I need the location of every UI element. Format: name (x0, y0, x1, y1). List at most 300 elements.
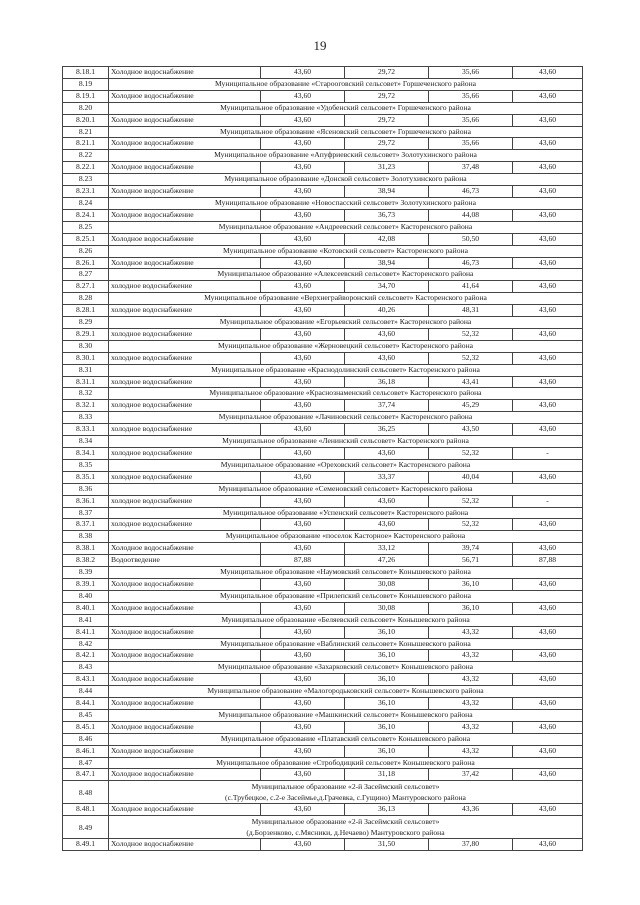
tariff-value: 43,60 (513, 698, 583, 710)
tariff-value: 43,60 (261, 471, 345, 483)
tariff-value: 43,60 (261, 543, 345, 555)
tariff-value: 43,60 (261, 67, 345, 79)
tariff-value: 43,60 (261, 674, 345, 686)
tariff-value: 43,60 (513, 424, 583, 436)
municipality-header-row (63, 816, 583, 839)
tariff-value: 31,23 (345, 162, 429, 174)
municipality-title-line: Муниципальное образование «Старооговский сельсовет» Горшеченского района (214, 78, 477, 88)
municipality-title-line: Муниципальное образование «Наумовский сельсовет» Конышевского района (220, 567, 471, 577)
municipality-title (109, 245, 583, 257)
municipality-title-line: Муниципальное образование «поселок Касторное» Касторенского района (225, 531, 466, 541)
tariff-value: 43,50 (429, 424, 513, 436)
tariff-value: 43,32 (429, 650, 513, 662)
municipality-title-line: Муниципальное образование «Егорьевский сельсовет» Касторенского района (219, 317, 472, 327)
municipality-header-row (63, 340, 583, 352)
tariff-value: 43,60 (261, 114, 345, 126)
row-code: 8.34 (63, 436, 109, 448)
row-code: 8.21 (63, 126, 109, 138)
tariff-value: 43,60 (261, 400, 345, 412)
municipality-header-row (63, 709, 583, 721)
service-name: Холодное водоснабжение (109, 543, 261, 555)
municipality-header-row (63, 150, 583, 162)
municipality-title (109, 816, 583, 839)
tariff-value: 43,60 (261, 769, 345, 781)
service-row (63, 495, 583, 507)
municipality-title-line: Муниципальное образование «Жерновецкий сельсовет» Касторенского района (217, 340, 474, 350)
municipality-title-line: Муниципальное образование «Машкинский сельсовет» Конышевского района (218, 709, 473, 719)
tariff-value: 56,71 (429, 555, 513, 567)
tariff-value: 35,66 (429, 114, 513, 126)
row-code: 8.19 (63, 78, 109, 90)
municipality-title (109, 317, 583, 329)
tariff-value: 41,64 (429, 281, 513, 293)
municipality-header-row (63, 317, 583, 329)
service-name: холодное водоснабжение (109, 424, 261, 436)
municipality-header-row (63, 126, 583, 138)
row-code: 8.32 (63, 388, 109, 400)
tariff-value: 43,60 (345, 448, 429, 460)
municipality-title (109, 781, 583, 804)
service-name: холодное водоснабжение (109, 519, 261, 531)
tariff-value: 43,60 (345, 328, 429, 340)
service-row (63, 328, 583, 340)
tariff-value: 37,48 (429, 162, 513, 174)
row-code: 8.19.1 (63, 90, 109, 102)
municipality-title (109, 126, 583, 138)
row-code: 8.37.1 (63, 519, 109, 531)
service-row (63, 233, 583, 245)
tariff-value: 33,37 (345, 471, 429, 483)
service-row (63, 138, 583, 150)
municipality-header-row (63, 590, 583, 602)
service-row (63, 745, 583, 757)
tariff-value: 43,60 (261, 804, 345, 816)
tariff-value: 43,60 (261, 602, 345, 614)
tariff-value: 52,32 (429, 495, 513, 507)
row-code: 8.42.1 (63, 650, 109, 662)
row-code: 8.26.1 (63, 257, 109, 269)
row-code: 8.28.1 (63, 305, 109, 317)
tariff-value: 43,60 (261, 519, 345, 531)
tariff-value: 43,41 (429, 376, 513, 388)
row-code: 8.26 (63, 245, 109, 257)
service-row (63, 400, 583, 412)
municipality-title-line: Муниципальное образование «Захарковский сельсовет» Конышевского района (217, 662, 474, 672)
tariff-value: 43,60 (513, 602, 583, 614)
municipality-header-row (63, 364, 583, 376)
row-code: 8.47 (63, 757, 109, 769)
municipality-title (109, 531, 583, 543)
municipality-header-row (63, 459, 583, 471)
tariff-table-body (63, 67, 583, 851)
service-row (63, 769, 583, 781)
municipality-header-row (63, 686, 583, 698)
municipality-title (109, 221, 583, 233)
tariff-value: 43,60 (513, 305, 583, 317)
row-code: 8.30 (63, 340, 109, 352)
tariff-value: 45,29 (429, 400, 513, 412)
row-code: 8.25 (63, 221, 109, 233)
tariff-value: 36,10 (345, 626, 429, 638)
service-row (63, 555, 583, 567)
row-code: 8.49 (63, 816, 109, 839)
row-code: 8.29 (63, 317, 109, 329)
row-code: 8.38.2 (63, 555, 109, 567)
municipality-title-line: Муниципальное образование «Лачиновский сельсовет» Касторенского района (218, 412, 473, 422)
tariff-value: 87,88 (513, 555, 583, 567)
municipality-title (109, 662, 583, 674)
row-code: 8.45.1 (63, 721, 109, 733)
tariff-value: 36,10 (345, 674, 429, 686)
tariff-value: 37,42 (429, 769, 513, 781)
tariff-value: - (513, 448, 583, 460)
municipality-title-line: Муниципальное образование «2-й Засеймский сельсовет» (251, 782, 440, 792)
row-code: 8.46 (63, 733, 109, 745)
service-row (63, 67, 583, 79)
municipality-title (109, 483, 583, 495)
tariff-value: 43,60 (513, 543, 583, 555)
service-name: Холодное водоснабжение (109, 90, 261, 102)
tariff-value: 36,10 (345, 721, 429, 733)
service-name: Холодное водоснабжение (109, 698, 261, 710)
tariff-value: 35,66 (429, 138, 513, 150)
tariff-value: 36,10 (345, 650, 429, 662)
municipality-title (109, 614, 583, 626)
row-code: 8.34.1 (63, 448, 109, 460)
tariff-value: 43,60 (513, 650, 583, 662)
municipality-title-line: Муниципальное образование «Ленинский сельсовет» Касторенского района (222, 436, 469, 446)
municipality-title-line: Муниципальное образование «Алексеевский сельсовет» Касторенского района (217, 269, 474, 279)
service-name: Водоотведение (109, 555, 261, 567)
row-code: 8.20 (63, 102, 109, 114)
municipality-header-row (63, 197, 583, 209)
municipality-title (109, 197, 583, 209)
row-code: 8.30.1 (63, 352, 109, 364)
tariff-value: 36,10 (345, 698, 429, 710)
tariff-value: 39,74 (429, 543, 513, 555)
municipality-title (109, 78, 583, 90)
municipality-title-line: Муниципальное образование «Андреевский сельсовет» Касторенского района (218, 221, 473, 231)
row-code: 8.48.1 (63, 804, 109, 816)
service-row (63, 376, 583, 388)
row-code: 8.29.1 (63, 328, 109, 340)
municipality-title (109, 757, 583, 769)
municipality-title (109, 364, 583, 376)
tariff-value: 38,94 (345, 257, 429, 269)
service-name: холодное водоснабжение (109, 448, 261, 460)
row-code: 8.39 (63, 567, 109, 579)
row-code: 8.49.1 (63, 839, 109, 851)
row-code: 8.25.1 (63, 233, 109, 245)
tariff-value: 29,72 (345, 114, 429, 126)
service-name: Холодное водоснабжение (109, 626, 261, 638)
municipality-header-row (63, 638, 583, 650)
tariff-value: 43,60 (513, 721, 583, 733)
tariff-value: 29,72 (345, 138, 429, 150)
tariff-value: 48,31 (429, 305, 513, 317)
tariff-value: 43,60 (513, 471, 583, 483)
tariff-value: 43,60 (513, 674, 583, 686)
municipality-title-line: Муниципальное образование «Платавский сельсовет» Конышевского района (220, 733, 471, 743)
service-name: Холодное водоснабжение (109, 745, 261, 757)
row-code: 8.24.1 (63, 209, 109, 221)
municipality-title (109, 102, 583, 114)
municipality-title (109, 436, 583, 448)
tariff-value: 43,60 (261, 424, 345, 436)
row-code: 8.21.1 (63, 138, 109, 150)
service-name: холодное водоснабжение (109, 471, 261, 483)
service-name: Холодное водоснабжение (109, 839, 261, 851)
municipality-title (109, 150, 583, 162)
tariff-value: 46,73 (429, 186, 513, 198)
row-code: 8.45 (63, 709, 109, 721)
service-row (63, 162, 583, 174)
service-row (63, 674, 583, 686)
service-row (63, 471, 583, 483)
tariff-value: 43,32 (429, 721, 513, 733)
municipality-title-line: Муниципальное образование «Малогородьковский сельсовет» Конышевского района (207, 686, 484, 696)
row-code: 8.23.1 (63, 186, 109, 198)
row-code: 8.24 (63, 197, 109, 209)
municipality-title-line: Муниципальное образование «Апуфриевский сельсовет» Золотухинского района (214, 150, 477, 160)
municipality-title (109, 412, 583, 424)
municipality-title (109, 638, 583, 650)
tariff-table-container (62, 66, 582, 851)
service-name: Холодное водоснабжение (109, 674, 261, 686)
service-name: Холодное водоснабжение (109, 67, 261, 79)
tariff-value: - (513, 495, 583, 507)
municipality-header-row (63, 221, 583, 233)
row-code: 8.48 (63, 781, 109, 804)
municipality-header-row (63, 614, 583, 626)
row-code: 8.36.1 (63, 495, 109, 507)
tariff-value: 43,60 (513, 162, 583, 174)
municipality-title-line: Муниципальное образование «Ясеновский сельсовет» Горшеченского района (220, 126, 471, 136)
tariff-value: 43,60 (513, 519, 583, 531)
service-name: Холодное водоснабжение (109, 769, 261, 781)
tariff-value: 43,60 (261, 745, 345, 757)
row-code: 8.43 (63, 662, 109, 674)
service-name: холодное водоснабжение (109, 376, 261, 388)
tariff-value: 33,12 (345, 543, 429, 555)
service-name: Холодное водоснабжение (109, 650, 261, 662)
service-name: Холодное водоснабжение (109, 186, 261, 198)
municipality-title (109, 340, 583, 352)
municipality-header-row (63, 662, 583, 674)
service-name: Холодное водоснабжение (109, 233, 261, 245)
service-name: Холодное водоснабжение (109, 578, 261, 590)
row-code: 8.41 (63, 614, 109, 626)
tariff-value: 36,10 (429, 578, 513, 590)
row-code: 8.38 (63, 531, 109, 543)
tariff-value: 36,25 (345, 424, 429, 436)
service-row (63, 424, 583, 436)
tariff-value: 52,32 (429, 352, 513, 364)
tariff-value: 52,32 (429, 448, 513, 460)
row-code: 8.38.1 (63, 543, 109, 555)
row-code: 8.44.1 (63, 698, 109, 710)
tariff-value: 43,60 (513, 209, 583, 221)
tariff-value: 43,60 (513, 352, 583, 364)
service-row (63, 721, 583, 733)
service-name: Холодное водоснабжение (109, 209, 261, 221)
municipality-header-row (63, 269, 583, 281)
tariff-value: 43,60 (513, 114, 583, 126)
municipality-header-row (63, 245, 583, 257)
tariff-value: 43,60 (513, 769, 583, 781)
tariff-value: 43,60 (261, 448, 345, 460)
tariff-value: 43,60 (261, 376, 345, 388)
tariff-value: 47,26 (345, 555, 429, 567)
row-code: 8.22.1 (63, 162, 109, 174)
row-code: 8.35 (63, 459, 109, 471)
tariff-value: 43,36 (429, 804, 513, 816)
service-name: Холодное водоснабжение (109, 721, 261, 733)
row-code: 8.37 (63, 507, 109, 519)
tariff-value: 43,60 (261, 257, 345, 269)
tariff-value: 43,60 (513, 328, 583, 340)
row-code: 8.33.1 (63, 424, 109, 436)
tariff-value: 40,04 (429, 471, 513, 483)
service-row (63, 804, 583, 816)
row-code: 8.42 (63, 638, 109, 650)
tariff-value: 43,60 (513, 376, 583, 388)
municipality-header-row (63, 174, 583, 186)
tariff-value: 44,08 (429, 209, 513, 221)
municipality-header-row (63, 531, 583, 543)
tariff-value: 43,60 (261, 281, 345, 293)
tariff-value: 43,60 (513, 839, 583, 851)
tariff-value: 46,73 (429, 257, 513, 269)
municipality-title-line: Муниципальное образование «Донской сельсовет» Золотухинского района (224, 174, 467, 184)
municipality-header-row (63, 388, 583, 400)
row-code: 8.41.1 (63, 626, 109, 638)
tariff-value: 34,70 (345, 281, 429, 293)
municipality-title (109, 507, 583, 519)
service-row (63, 209, 583, 221)
tariff-value: 43,32 (429, 674, 513, 686)
service-name: Холодное водоснабжение (109, 257, 261, 269)
municipality-title (109, 293, 583, 305)
tariff-value: 43,32 (429, 698, 513, 710)
service-name: Холодное водоснабжение (109, 162, 261, 174)
municipality-title-line: Муниципальное образование «Прилепский сельсовет» Конышевского района (219, 590, 471, 600)
tariff-value: 36,13 (345, 804, 429, 816)
municipality-header-row (63, 733, 583, 745)
service-row (63, 519, 583, 531)
municipality-title-line: (с.Трубецкое, с.2-е Засеймье,д.Грачевка, с.Гущино) Мантуровского района (225, 793, 466, 803)
tariff-value: 43,60 (513, 281, 583, 293)
service-name: Холодное водоснабжение (109, 114, 261, 126)
service-row (63, 578, 583, 590)
tariff-value: 43,60 (261, 186, 345, 198)
tariff-value: 29,72 (345, 67, 429, 79)
tariff-value: 43,60 (261, 721, 345, 733)
tariff-value: 43,32 (429, 626, 513, 638)
municipality-title (109, 686, 583, 698)
row-code: 8.40.1 (63, 602, 109, 614)
row-code: 8.33 (63, 412, 109, 424)
service-row (63, 305, 583, 317)
row-code: 8.46.1 (63, 745, 109, 757)
tariff-value: 52,32 (429, 519, 513, 531)
tariff-value: 43,60 (513, 804, 583, 816)
service-name: холодное водоснабжение (109, 495, 261, 507)
municipality-header-row (63, 102, 583, 114)
tariff-value: 36,73 (345, 209, 429, 221)
row-code: 8.32.1 (63, 400, 109, 412)
tariff-value: 38,94 (345, 186, 429, 198)
service-name: холодное водоснабжение (109, 305, 261, 317)
service-name: холодное водоснабжение (109, 400, 261, 412)
municipality-title-line: Муниципальное образование «Новоспасский сельсовет» Золотухинского района (215, 197, 476, 207)
row-code: 8.44 (63, 686, 109, 698)
tariff-value: 30,08 (345, 602, 429, 614)
tariff-value: 31,50 (345, 839, 429, 851)
municipality-title-line: Муниципальное образование «Ваблинский сельсовет» Конышевского района (220, 638, 471, 648)
service-row (63, 839, 583, 851)
row-code: 8.31.1 (63, 376, 109, 388)
tariff-value: 43,60 (261, 698, 345, 710)
page-number: 19 (313, 38, 327, 53)
tariff-value: 43,60 (261, 578, 345, 590)
tariff-value: 50,50 (429, 233, 513, 245)
municipality-header-row (63, 781, 583, 804)
service-row (63, 352, 583, 364)
service-row (63, 543, 583, 555)
tariff-value: 43,60 (345, 519, 429, 531)
municipality-title-line: Муниципальное образование «Верхнеграйворонский сельсовет» Касторенского района (204, 293, 487, 303)
service-name: холодное водоснабжение (109, 281, 261, 293)
row-code: 8.36 (63, 483, 109, 495)
tariff-value: 40,26 (345, 305, 429, 317)
tariff-value: 43,60 (345, 352, 429, 364)
tariff-value: 36,10 (345, 745, 429, 757)
row-code: 8.23 (63, 174, 109, 186)
municipality-header-row (63, 507, 583, 519)
tariff-value: 43,60 (513, 186, 583, 198)
municipality-title-line: Муниципальное образование «Стрободицкий сельсовет» Конышевского района (216, 757, 475, 767)
municipality-header-row (63, 436, 583, 448)
tariff-value: 43,60 (261, 495, 345, 507)
service-row (63, 602, 583, 614)
municipality-title-line: Муниципальное образование «Семеновский сельсовет» Касторенского района (218, 483, 473, 493)
tariff-table (62, 66, 583, 851)
tariff-value: 35,66 (429, 67, 513, 79)
tariff-value: 43,60 (261, 209, 345, 221)
tariff-value: 43,60 (513, 90, 583, 102)
tariff-value: 35,66 (429, 90, 513, 102)
row-code: 8.47.1 (63, 769, 109, 781)
row-code: 8.39.1 (63, 578, 109, 590)
tariff-value: 29,72 (345, 90, 429, 102)
municipality-header-row (63, 293, 583, 305)
service-row (63, 650, 583, 662)
tariff-value: 43,60 (513, 233, 583, 245)
tariff-value: 43,60 (261, 650, 345, 662)
municipality-title-line: Муниципальное образование «Ореховский сельсовет» Касторенского района (220, 459, 471, 469)
municipality-title (109, 174, 583, 186)
service-row (63, 114, 583, 126)
tariff-value: 31,18 (345, 769, 429, 781)
municipality-header-row (63, 567, 583, 579)
row-code: 8.20.1 (63, 114, 109, 126)
tariff-value: 30,08 (345, 578, 429, 590)
municipality-title (109, 459, 583, 471)
tariff-value: 43,32 (429, 745, 513, 757)
tariff-value: 43,60 (513, 138, 583, 150)
service-name: Холодное водоснабжение (109, 602, 261, 614)
